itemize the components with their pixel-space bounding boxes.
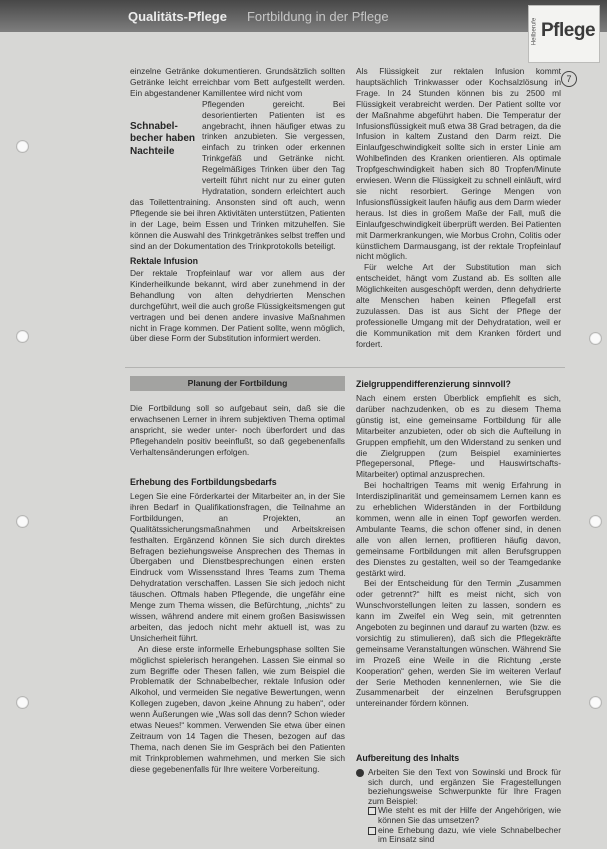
punch-hole (589, 332, 602, 345)
logo-vertical-text: Heilberufe (531, 17, 538, 46)
paragraph: An diese erste informelle Erhebungsphase sollten Sie möglichst spielerisch herangehen. Lassen Sie einmal so zum Begriffe oder Thesen fallen, wie zum Beispiel die Problematik der Schnabelbecher, rektale Infusion oder Alkohol, und vermeiden Sie negative Bewertungen, wenn Kollegen zugeben, davon „keine Ahnung zu haben“, oder wenn Äußerungen wie „Was soll das denn? Schon wieder etwas Neues!“ kommen. Verwenden Sie etwa über einen Zeitraum von 14 Tagen die Thesen, bezogen auf das Thema, nach denen Sie im Gespräch bei den Patienten mit Trinkproblemen wahrnehmen, und merken Sie sich diese gegebenenfalls für Ihre weitere Vorbereitung. (130, 643, 345, 774)
paragraph-intro: einzelne Getränke dokumentieren. Grundsätzlich sollten Getränke leicht erreichbar vom Bett aufgestellt werden. Ein abgestandener Kamillentee wird nicht vom (130, 66, 345, 98)
paragraph: Bei hochaltrigen Teams mit wenig Erfahrung in Interdisziplinarität und gemeinsamem Lernen kann es zu erheblichen Widerständen in der Fortbildung kommen, wenn alle in einen Topf geworfen werden. Ambulante Teams, die schon offener sind, in denen alle von allen lernen, profitieren häufig davon, gemeinsame Fortbildungen mit allen Berufsgruppen des Dienstes zu gestalten, weil so der Teamgedanke gestärkt wird. (356, 480, 561, 578)
article-divider (125, 367, 565, 368)
section-heading-needs: Erhebung des Fortbildungsbedarfs (130, 477, 277, 487)
paragraph-continued: Pflegenden gereicht. Bei desorientierten Patienten ist es angebracht, ihnen häufiger etwas zu trinken anzubieten. Sie vergessen, einfach zu trinken oder erkennen Trinkgefäß und Getränke nicht. Regelmäßiges Trinken über den Tag verteilt führt nicht nur zu einer guten Hydratation, sondern erleichtert auch das Toilettentraining. Ansonsten sind oft auch, wenn Pflegende sie bei ihren Aktivitäten unterstützen, Patienten in der Lage, beim Essen und Trinken mitzuhelfen. Sie können die Auswahl des Trinkgetränkes selbst treffen und sind an der Dokumentation des Trinkprotokolls beteiligt. (130, 98, 345, 251)
punch-hole (16, 330, 29, 343)
list-item-text: Arbeiten Sie den Text von Sowinski und Brock für sich durch, und ergänzen Sie Fragestellungen beziehungsweise Schwerpunkte für Ihre Fragen zum Beispiel: (368, 768, 561, 806)
paragraph: Als Flüssigkeit zur rektalen Infusion kommt hauptsächlich Trinkwasser oder Kochsalzlösung in Frage. In 24 Stunden können bis zu 2500 ml Flüssigkeit verabreicht werden. Der Patient sollte vor der Maßnahme abgeführt haben. Die Temperatur der Infusionsflüssigkeit muß etwa 38 Grad betragen, da die Infusion in kaltem Zustand den Darm reizt. Die Einlaufgeschwindigkeit sollte sich in erster Linie am Wohlbefinden des Kranken orientieren. Als optimale Tropfgeschwindigkeit haben sich 80 Tropfen/Minute erwiesen. Wenn die Flüssigkeit zu schnell einläuft, wird sie nicht resorbiert. Geringe Mengen von Infusionsflüssigkeit laufen häufig aus dem Darm wieder heraus. Ist dies in großem Maße der Fall, muß die Einlaufgeschwindigkeit überprüft werden. Bei Patienten mit Darmerkrankungen, wie Morbus Crohn, Colitis oder künstlichem Darmausgang, ist der rektale Tropfeinlauf nicht möglich. (356, 66, 561, 262)
paragraph: Bei der Entscheidung für den Termin „Zusammen oder getrennt?“ hilft es meist nicht, sich von Wunschvorstellungen leiten zu lassen, sondern es kann im Zweifel ein Weg sein, mit getrennten Angeboten zu beginnen und darauf zu warten (bzw. es vorsichtig zu stimulieren), daß sich die Pflegekräfte gemeinsame Veranstaltungen wünschen. Während Sie im Prozeß eine Weile in die Richtung „erste Kooperation“ gehen, werden Sie im weiteren Verlauf der Serie Methoden kennenlernen, wie Sie die Zusammenarbeit der einzelnen Berufsgruppen untereinander fördern können. (356, 578, 561, 709)
section-heading-target-groups: Zielgruppendifferenzierung sinnvoll? (356, 379, 511, 389)
sidebar-heading-line: Nachteile (130, 145, 175, 157)
bullet-dot-icon (356, 769, 364, 777)
left-column-top (130, 66, 345, 252)
page-number: 7 (561, 71, 577, 87)
right-column-top (356, 66, 561, 362)
paragraph: Nach einem ersten Überblick empfiehlt es sich, darüber nachzudenken, ob es zu diesem Thema günstig ist, eine gemeinsame Fortbildung für alle Mitarbeiter anzubieten, oder ob sich die Aufteilung in Gruppen empfiehlt, um den Widerstand zu senken und die Zielgruppen (zum Beispiel examiniertes Pflegepersonal, Pflege- und Hauswirtschafts-Mitarbeiter) optimal anzusprechen. (356, 393, 561, 480)
punch-hole (16, 515, 29, 528)
rectal-text (130, 268, 345, 360)
checkbox-icon (368, 807, 376, 815)
planning-box-title: Planung der Fortbildung (130, 376, 345, 391)
list-item (356, 768, 561, 806)
checklist-item-text: Wie steht es mit der Hilfe der Angehörigen, wie können Sie das umsetzen? (378, 805, 561, 825)
planning-text (130, 403, 345, 469)
sidebar-heading (130, 99, 202, 187)
logo-brand: Pflege (541, 20, 596, 41)
sidebar-heading-line: becher haben (130, 133, 196, 145)
checklist-item (356, 806, 561, 825)
checkbox-icon (368, 827, 376, 835)
needs-text (130, 491, 345, 846)
section-heading-rectal: Rektale Infusion (130, 256, 198, 266)
punch-hole (16, 140, 29, 153)
punch-hole (589, 696, 602, 709)
target-groups-text (356, 393, 561, 749)
header-section: Qualitäts-Pflege (128, 9, 227, 24)
paragraph: Für welche Art der Substitution man sich entscheidet, hängt vom Zustand ab. Es sollten alle Möglichkeiten ausgeschöpft werden, denn dehydrierte alte Menschen haben keinen Pflegefall erst zuzulassen. Das ist aus Sicht der Pflege der professionelle Umgang mit der Dehydratation, weil er die Kommunikation mit dem Kranken fördert und fordert. (356, 262, 561, 349)
punch-hole (16, 696, 29, 709)
sidebar-heading-line: Schnabel- (130, 120, 178, 132)
punch-hole (589, 515, 602, 528)
header-title: Fortbildung in der Pflege (246, 9, 389, 24)
magazine-logo (528, 5, 600, 63)
checklist-item-text: eine Erhebung dazu, wie viele Schnabelbecher im Einsatz sind (378, 824, 561, 845)
paragraph: Die Fortbildung soll so aufgebaut sein, daß sie die erwachsenen Lerner in ihrem subjektiven Thema optimal anspricht, sie weder unter- noch überfordert und das Pflegehandeln positiv beeinflußt, so daß gegebenenfalls Verhaltensänderungen erfolgen. (130, 403, 345, 457)
section-heading-content: Aufbereitung des Inhalts (356, 753, 460, 763)
checklist-item (356, 826, 561, 845)
content-list (356, 768, 561, 848)
paragraph-with-sidebar (130, 99, 345, 252)
paragraph: Legen Sie eine Förderkartei der Mitarbeiter an, in der Sie ihren Bedarf in Qualifikationsfragen, die Teilnahme an Fortbildungen, an Projekten, an Qualitätssicherungsmaßnahmen und Arbeitskreisen festhalten. Ergänzend können Sie sich durch direktes Befragen beziehungsweise Ansprechen des Themas in Übergaben und Dienstbesprechungen einen ersten Eindruck vom Wissensstand Ihres Teams zum Thema Dehydratation verschaffen. Lassen Sie sich jedoch nicht täuschen. Oftmals haben Pflegende, die ungefähr eine Menge zum Thema wissen, die Befürchtung, „nichts“ zu wissen, während andere mit einem großen Basiswissen arbeiten, das jedoch nicht mehr aktuell ist, was zu Unsicherheit führt. (130, 491, 345, 643)
running-header (128, 9, 389, 24)
paragraph: Der rektale Tropfeinlauf war vor allem aus der Kinderheilkunde bekannt, wird aber zunehmend in der Behandlung von alten dehydrierten Menschen durchgeführt, weil die auch große Flüssigkeitsmengen gut vertragen und bei denen andere invasive Maßnahmen nicht in Frage kommen. Der Patient sollte, wenn möglich, über diese Form der Substitution informiert werden. (130, 268, 345, 344)
